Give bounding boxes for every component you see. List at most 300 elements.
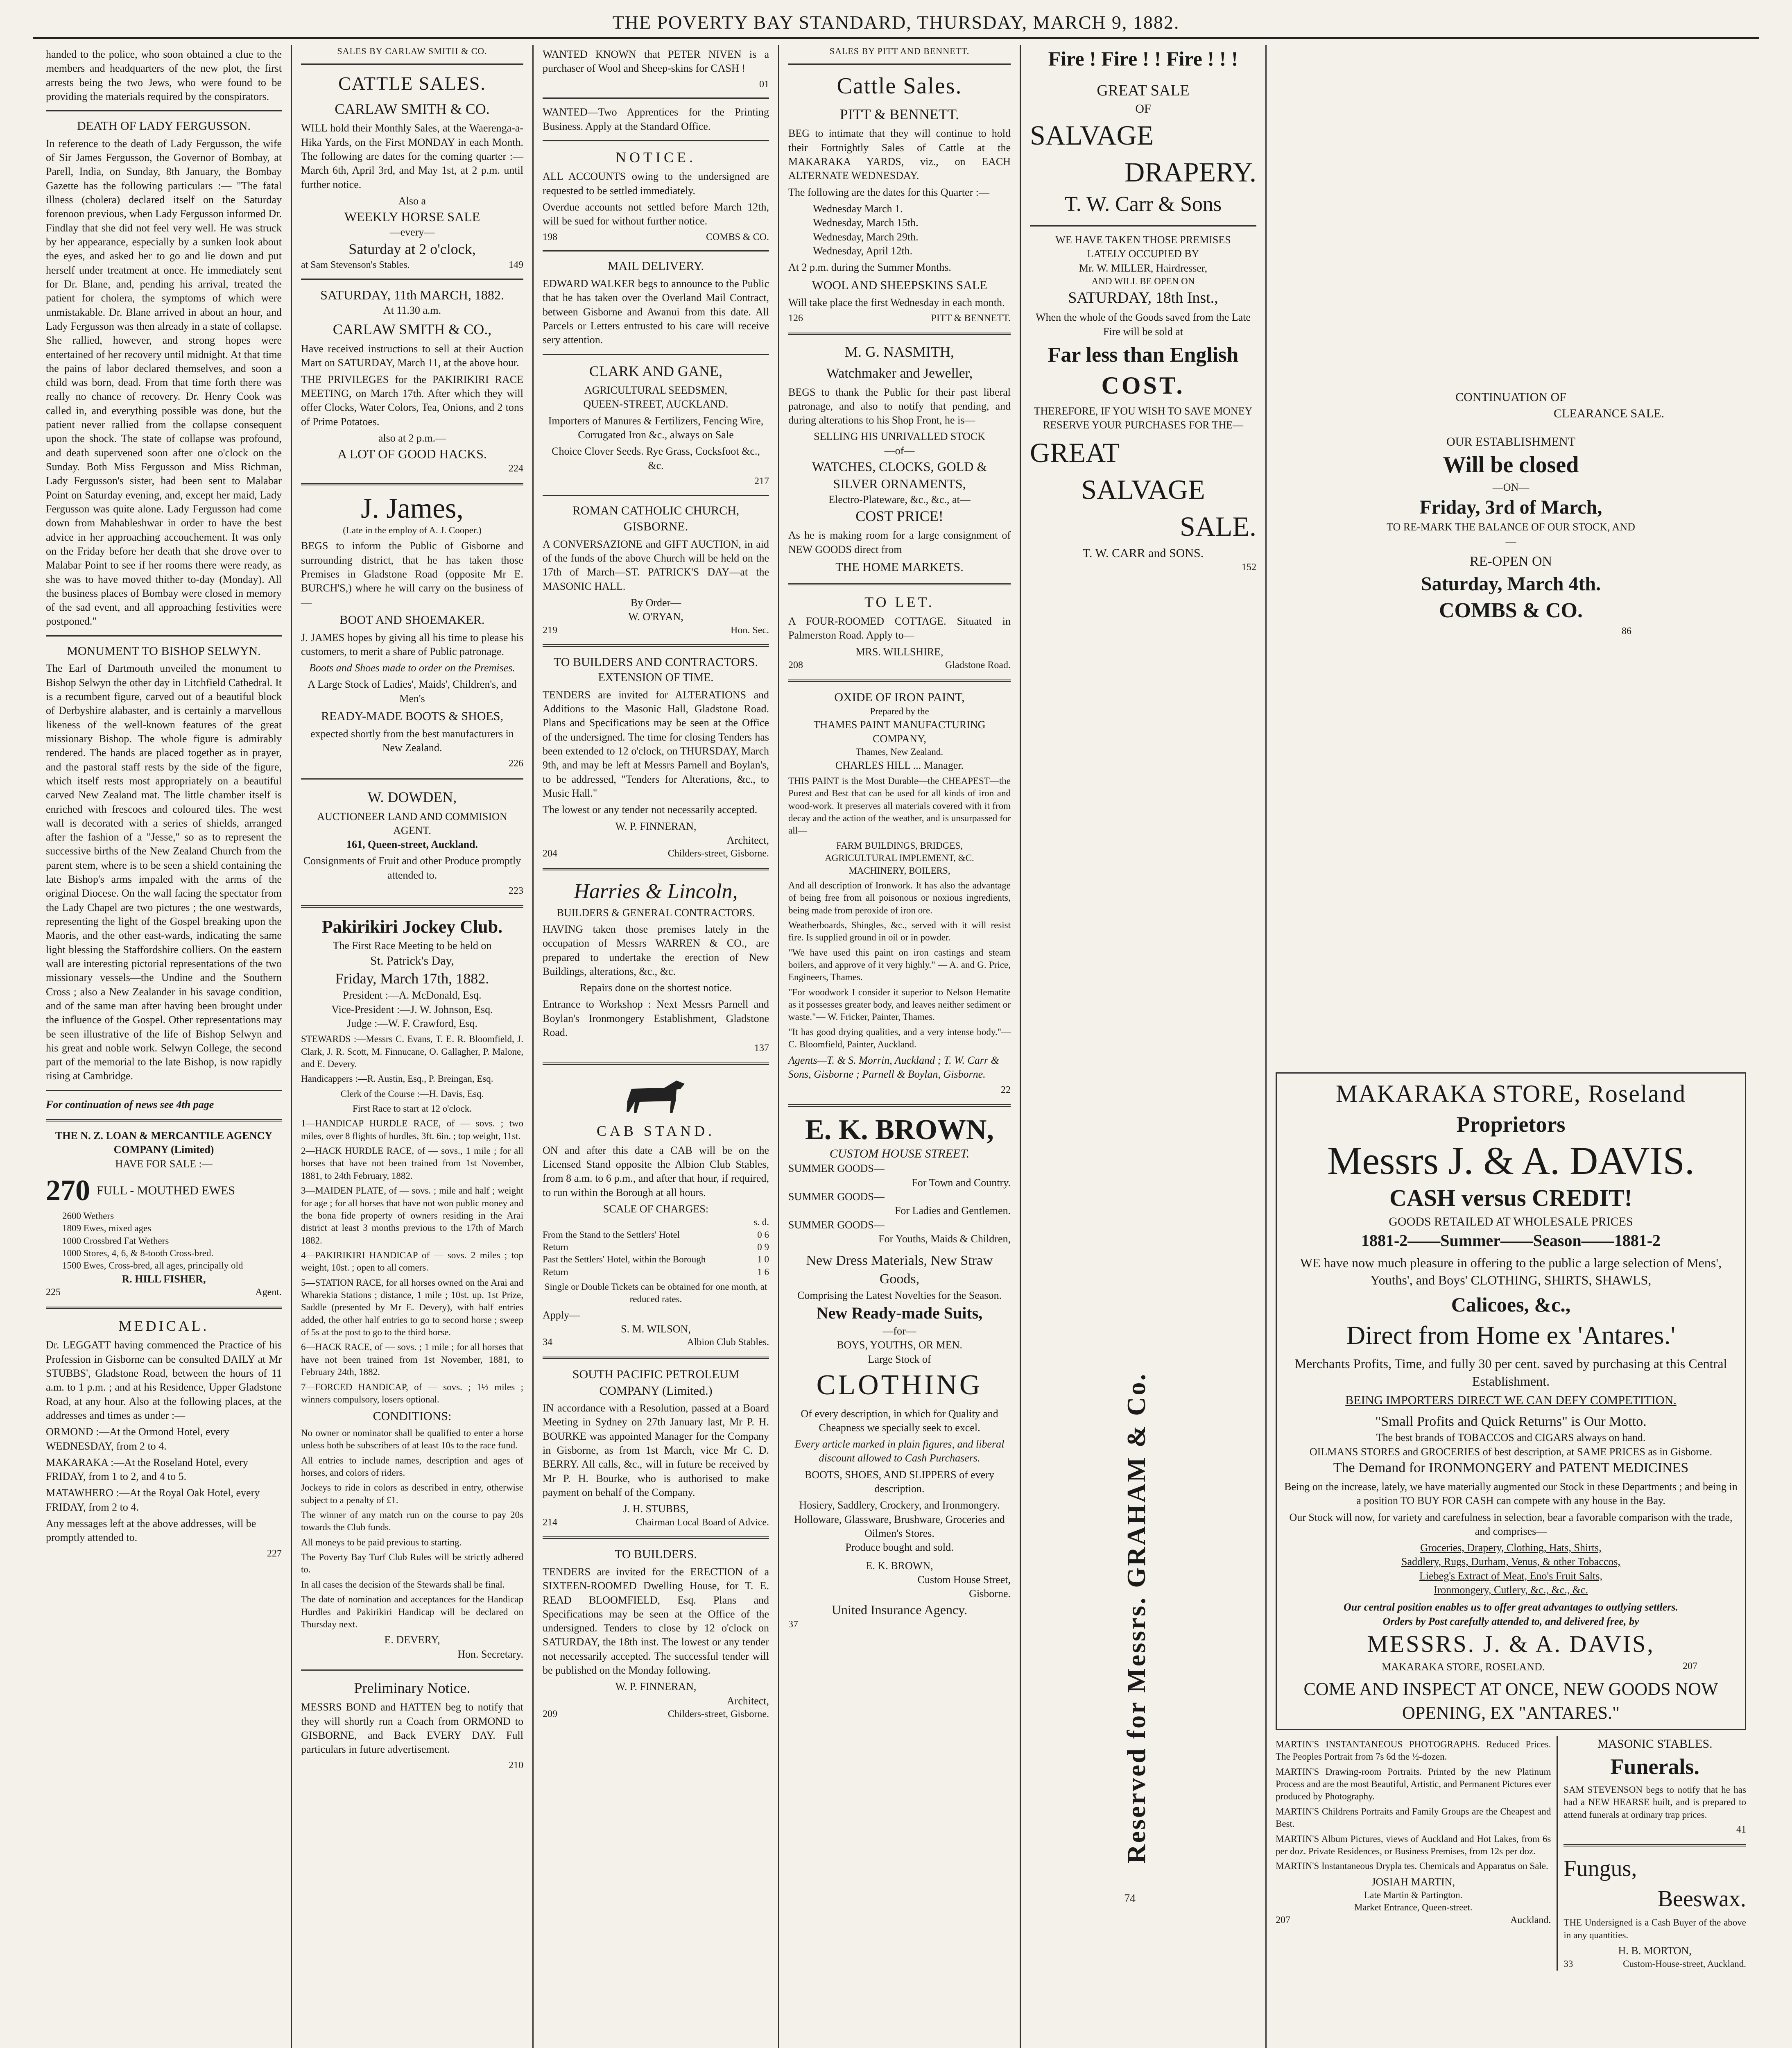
repairs: Repairs done on the shortest notice. <box>579 982 732 994</box>
clark-body: Importers of Manures & Fertilizers, Fencing Wire, Corrugated Iron &c., always on Sale <box>548 415 764 441</box>
condition: The winner of any match run on the course to pay 20s towards the Club funds. <box>301 1510 523 1533</box>
official: President :—A. McDonald, Esq. <box>343 989 482 1001</box>
holloware: Holloware, Glassware, Brushware, Groceries and Oilmen's Stores. <box>794 1513 1005 1539</box>
notice-body: ALL ACCOUNTS owing to the undersigned are requested to be settled immediately. <box>543 170 769 197</box>
divider <box>788 680 1011 682</box>
good-hacks: A LOT OF GOOD HACKS. <box>337 446 487 462</box>
will-be-closed: Will be closed <box>1443 452 1579 478</box>
james-sub: (Late in the employ of A. J. Cooper.) <box>343 525 482 536</box>
cost: COST. <box>1101 372 1185 399</box>
on: —ON— <box>1492 481 1530 493</box>
ad-number: 207 <box>1276 1914 1290 1926</box>
ad-number: 226 <box>509 758 523 769</box>
builders2-title: TO BUILDERS. <box>614 1547 697 1561</box>
store-name: MAKARAKA STORE, ROSELAND. <box>1382 1661 1545 1673</box>
brown-sign: E. K. BROWN, <box>866 1559 933 1572</box>
condition: In all cases the decision of the Stewards shall be final. <box>301 1579 505 1590</box>
carlaw-name-2: CARLAW SMITH & CO., <box>333 321 492 338</box>
ad-number: 214 <box>543 1517 557 1528</box>
nasmith-sub: Watchmaker and Jeweller, <box>826 365 973 381</box>
builders2-body: TENDERS are invited for the ERECTION of a SIXTEEN-ROOMED Dwelling House, for T. E. READ BLOOMFIELD, Esq. Plans and Specifications may be seen at the Office of the undersigned. Tenders to close by 12 o'clock on SATURDAY, the 18th inst. The lowest or any tender not necessarily accepted. The successful tender will be published on the Monday following. <box>543 1565 769 1676</box>
carlaw-body: WILL hold their Monthly Sales, at the Waerenga-a-Hika Yards, on the First MONDAY in each Month. The following are dates for the coming quarter :—March 6th, April 3rd, and May 1st, at 2 p.m. until further notice. <box>301 122 523 190</box>
notice-sign: COMBS & CO. <box>706 231 769 242</box>
charge-label: Past the Settlers' Hotel, within the Borough <box>543 1254 706 1265</box>
beeswax: Beeswax. <box>1657 1886 1746 1912</box>
cost-price: COST PRICE! <box>855 507 944 524</box>
divider <box>788 63 1011 65</box>
martin-late: Late Martin & Partington. <box>1364 1889 1463 1900</box>
fergusson-title: DEATH OF LADY FERGUSSON. <box>77 119 251 133</box>
morton-address: Custom-House-street, Auckland. <box>1623 1959 1746 1969</box>
central: Our central position enables us to offer great advantages to outlying settlers. <box>1343 1601 1679 1613</box>
architect-2: Architect, <box>726 1695 769 1707</box>
divider <box>301 778 523 780</box>
loan-agent: Agent. <box>255 1287 282 1298</box>
makaraka-title: MAKARAKA STORE, Roseland <box>1335 1080 1686 1107</box>
boots-shoes: BOOTS, SHOES, AND SLIPPERS of every description. <box>805 1468 994 1495</box>
continuation-of: CONTINUATION OF <box>1455 390 1566 404</box>
first-race: First Race to start at 12 o'clock. <box>353 1103 472 1114</box>
finneran: W. P. FINNERAN, <box>615 820 697 832</box>
apply: Apply— <box>543 1309 580 1321</box>
finneran-2: W. P. FINNERAN, <box>615 1681 697 1693</box>
column-pitt <box>779 45 1020 2048</box>
divider <box>543 1063 769 1065</box>
condition: All moneys to be paid previous to starting. <box>301 1537 462 1547</box>
reserved-text: Reserved for Messrs. GRAHAM & Co. <box>1122 1372 1151 1864</box>
expected: expected shortly from the best manufacturers in New Zealand. <box>310 727 514 754</box>
stock-item: Groceries, Drapery, Clothing, Hats, Shirts, <box>1420 1542 1602 1554</box>
ad-number: 22 <box>1001 1085 1011 1096</box>
boot-maker: BOOT AND SHOEMAKER. <box>339 613 485 627</box>
ad-number: 224 <box>509 463 523 474</box>
column-combs-davis <box>1267 45 1755 2048</box>
clark-address: QUEEN-STREET, AUCKLAND. <box>583 398 729 410</box>
every-article: Every article marked in plain figures, and liberal discount allowed to Cash Purchasers. <box>794 1438 1005 1464</box>
sat18: SATURDAY, 18th Inst., <box>1068 289 1218 307</box>
combs-title: COMBS & CO. <box>1439 599 1583 623</box>
wool-sign: PITT & BENNETT. <box>931 313 1011 324</box>
fungus-body: THE Undersigned is a Cash Buyer of the above in any quantities. <box>1563 1917 1746 1940</box>
jockey-title: Pakirikiri Jockey Club. <box>321 916 503 937</box>
mail-body: EDWARD WALKER begs to announce to the Public that he has taken over the Overland Mail Contract, between Gisborne and Awanui from this date. All Parcels or Letters entrusted to his care will receive sery attention. <box>543 277 769 346</box>
medical-title: MEDICAL. <box>118 1317 209 1334</box>
tickets: Single or Double Tickets can be obtained for one month, at reduced rates. <box>544 1281 767 1305</box>
sale: SALE. <box>1180 510 1256 542</box>
column-carlaw <box>292 45 532 2048</box>
medical-place: MAKARAKA :—At the Roseland Hotel, every FRIDAY, from 1 to 2, and 4 to 5. <box>46 1456 248 1483</box>
goods-retailed: GOODS RETAILED AT WHOLESALE PRICES <box>1389 1215 1633 1229</box>
davis-title: Messrs J. & A. DAVIS. <box>1327 1138 1695 1183</box>
builders-body-2: The lowest or any tender not necessarily accepted. <box>543 804 758 816</box>
james-title: J. James, <box>361 493 464 525</box>
new-dress: New Dress Materials, New Straw Goods, <box>806 1253 993 1287</box>
for: —for— <box>882 1325 916 1337</box>
loan-item: 2600 Wethers <box>62 1211 114 1221</box>
also-a: Also a <box>398 195 426 207</box>
medical-body: Dr. LEGGATT having commenced the Practice of his Profession in Gisborne can be consulted DAILY at Mr STUBBS', Gladstone Road, between the hours of 11 a.m. to 1 p.m. ; and at his Residence, Upper Gladstone Road, at any hour. Also at the following places, at the addresses and times as under :— <box>46 1339 282 1421</box>
dowden-address: 161, Queen-street, Auckland. <box>346 838 478 851</box>
condition: The date of nomination and acceptances for the Handicap Hurdles and Pakirikiri Handicap will be declared on Thursday next. <box>301 1594 523 1629</box>
divider <box>46 1090 282 1091</box>
ad-number: 74 <box>1124 1892 1136 1905</box>
wool-title: WOOL AND SHEEPSKINS SALE <box>812 278 987 292</box>
summer-goods-for: For Town and Country. <box>912 1176 1011 1189</box>
stubbs: J. H. STUBBS, <box>623 1503 689 1515</box>
masonic-stables: MASONIC STABLES. <box>1597 1737 1713 1751</box>
brown-town: Gisborne. <box>969 1588 1011 1600</box>
loan-item: 1500 Ewes, Cross-bred, all ages, principally old <box>62 1260 243 1271</box>
architect: Architect, <box>726 834 769 846</box>
divider <box>543 354 769 355</box>
martin-item: MARTIN'S Drawing-room Portraits. Printed by the new Platinum Process and are the most Beautiful, Artistic, and Permanent Pictures ever produced by Photography. <box>1276 1766 1551 1802</box>
salvage-2: SALVAGE <box>1081 474 1205 505</box>
charge-value: 0 9 <box>757 1241 769 1252</box>
tolet-title: TO LET. <box>864 594 934 610</box>
ad-number: 126 <box>788 313 803 324</box>
divider <box>543 140 769 141</box>
remark: TO RE-MARK THE BALANCE OF OUR STOCK, AND— <box>1387 521 1635 547</box>
come-inspect: COME AND INSPECT AT ONCE, NEW GOODS NOW OPENING, EX "ANTARES." <box>1303 1679 1718 1723</box>
section-header: SALES BY CARLAW SMITH & CO. <box>337 46 487 56</box>
insurance: United Insurance Agency. <box>831 1602 968 1617</box>
our-establishment: OUR ESTABLISHMENT <box>1446 435 1576 449</box>
open: AND WILL BE OPEN ON <box>1091 276 1195 286</box>
ad-number: 41 <box>1736 1824 1746 1835</box>
handicappers: Handicappers :—R. Austin, Esq., P. Breingan, Esq. <box>301 1074 493 1084</box>
race-entry: 5—STATION RACE, for all horses owned on the Arai and Wharekia Stations ; distance, 1 mile ; 10st. up. 1st Prize, Saddle (presented by Mr E. Devery), with half entries added, the other half entries to go to second horse ; sweep of 5s at the post to go to the third horse. <box>301 1277 523 1338</box>
stables: at Sam Stevenson's Stables. <box>301 260 410 271</box>
boys: BOYS, YOUTHS, OR MEN. <box>837 1339 962 1351</box>
tolet-address: Gladstone Road. <box>945 660 1011 671</box>
pitt-dates-intro: The following are the dates for this Quarter :— <box>788 186 989 198</box>
official: Judge :—W. F. Crawford, Esq. <box>346 1017 478 1029</box>
continuation-note: For continuation of news see 4th page <box>46 1098 214 1110</box>
brown-title: E. K. BROWN, <box>805 1114 994 1146</box>
wool-body: Will take place the first Wednesday in each month. <box>788 297 1005 309</box>
scale-head: s. d. <box>753 1217 769 1228</box>
divider <box>788 1104 1011 1107</box>
testimonial: "It has good drying qualities, and a very intense body."—C. Bloomfield, Painter, Auckland. <box>788 1026 1011 1050</box>
divider <box>543 250 769 251</box>
loan-signature: R. HILL FISHER, <box>122 1273 206 1285</box>
loan-item: 1809 Ewes, mixed ages <box>62 1223 152 1234</box>
stock-item: Ironmongery, Cutlery, &c., &c., &c. <box>1433 1584 1588 1596</box>
dowden-sub: AUCTIONEER LAND AND COMMISION AGENT. <box>317 810 507 836</box>
divider <box>543 1536 769 1539</box>
large-stock: Large Stock of <box>868 1353 931 1365</box>
harries-sub: BUILDERS & GENERAL CONTRACTORS. <box>557 906 755 919</box>
paint-body-3: Weatherboards, Shingles, &c., served with it will resist fire. Is supplied ground in oil or in powder. <box>788 920 1011 943</box>
entrance: Entrance to Workshop : Next Messrs Parnell and Boylan's Ironmongery Establishment, Gladstone Road. <box>543 998 769 1039</box>
reopen: RE-OPEN ON <box>1469 553 1552 569</box>
james-body: BEGS to inform the Public of Gisborne and surrounding district, that he has taken those Premises in Gladstone Road (opposite Mr E. BURCH'S,) where he will carry on the business of— <box>301 540 523 608</box>
when: When the whole of the Goods saved from the Late Fire will be sold at <box>1036 311 1251 338</box>
loan-item: 1000 Stores, 4, 6, & 8-tooth Cross-bred. <box>62 1248 214 1259</box>
martin-sign: JOSIAH MARTIN, <box>1371 1876 1455 1888</box>
oilmans: OILMANS STORES and GROCERIES of best description, at SAME PRICES as in Gisborne. <box>1309 1445 1713 1458</box>
ad-number: 225 <box>46 1287 61 1298</box>
lately: LATELY OCCUPIED BY <box>1087 248 1199 260</box>
wanted-known: WANTED KNOWN that PETER NIVEN is a purchaser of Wool and Sheep-skins for CASH ! <box>543 48 769 75</box>
pitt-date: Wednesday, March 29th. <box>813 231 919 243</box>
conditions-title: CONDITIONS: <box>373 1409 452 1423</box>
church-role: Hon. Sec. <box>731 625 769 636</box>
james-body-2: J. JAMES hopes by giving all his time to please his customers, to merit a share of Public patronage. <box>301 631 523 657</box>
official: Vice-President :—J. W. Johnson, Esq. <box>331 1003 493 1015</box>
cattle-sales-title: CATTLE SALES. <box>338 73 486 94</box>
profits: Merchants Profits, Time, and fully 30 per cent. saved by purchasing at this Central Establishment. <box>1294 1356 1727 1389</box>
church-order: By Order— <box>630 597 681 609</box>
pitt-time: At 2 p.m. during the Summer Months. <box>788 261 951 274</box>
charge-value: 0 6 <box>757 1229 769 1240</box>
privileges: THE PRIVILEGES for the PAKIRIKIRI RACE MEETING, on March 17th. After which they will offer Clocks, Water Colors, Tea, Onions, and 2 tons of Prime Potatoes. <box>301 373 523 428</box>
loan-title: THE N. Z. LOAN & MERCANTILE AGENCY COMPANY (Limited) <box>55 1130 273 1156</box>
cash-credit: CASH versus CREDIT! <box>1389 1184 1632 1211</box>
extension: EXTENSION OF TIME. <box>598 671 714 684</box>
ad-number: 210 <box>509 1760 523 1771</box>
clark-body-2: Choice Clover Seeds. Rye Grass, Cocksfoot &c., &c. <box>552 445 760 471</box>
race-entry: 4—PAKIRIKIRI HANDICAP of — sovs. 2 miles ; top weight, 10st. ; open to all comers. <box>301 1250 523 1273</box>
watches: WATCHES, CLOCKS, GOLD & SILVER ORNAMENTS, <box>812 459 987 492</box>
of: OF <box>1135 102 1151 116</box>
pitt-date: Wednesday, March 15th. <box>813 217 919 229</box>
nasmith-body: BEGS to thank the Public for their past liberal patronage, and also to notify that pending, and during alterations to his Shop Front, he is— <box>788 386 1011 426</box>
weekly-horse-sale: WEEKLY HORSE SALE <box>344 209 480 224</box>
carlaw-name: CARLAW SMITH & CO. <box>335 100 490 117</box>
stock-item: Saddlery, Rugs, Durham, Venus, & other Tobaccos, <box>1401 1556 1620 1568</box>
reopen-date: Saturday, March 4th. <box>1421 573 1601 595</box>
st-patricks-day: St. Patrick's Day, <box>370 954 455 968</box>
hosiery: Hosiery, Saddlery, Crockery, and Ironmongery. <box>799 1499 1000 1511</box>
clark-title: CLARK AND GANE, <box>589 362 722 379</box>
divider <box>46 635 282 637</box>
large-stock: A Large Stock of Ladies', Maids', Children's, and Men's <box>308 678 517 705</box>
pitt-title: PITT & BENNETT. <box>839 106 959 122</box>
clearance-sale: CLEARANCE SALE. <box>1554 406 1664 420</box>
ad-number: 152 <box>1242 562 1256 573</box>
loan-ewes: FULL - MOUTHED EWES <box>97 1183 235 1197</box>
summer-goods: SUMMER GOODS— <box>788 1219 885 1231</box>
carlaw-body-2: Have received instructions to sell at their Auction Mart on SATURDAY, March 11, at the above hour. <box>301 342 523 369</box>
making-room: As he is making room for a large consignment of NEW GOODS direct from <box>788 529 1011 555</box>
reserved-space <box>1110 1004 1163 2048</box>
church-sign: W. O'RYAN, <box>628 611 683 623</box>
scale-title: SCALE OF CHARGES: <box>603 1203 709 1215</box>
selwyn-title: MONUMENT TO BISHOP SELWYN. <box>67 644 261 658</box>
divider <box>1030 225 1256 227</box>
race-entry: 3—MAIDEN PLATE, of — sovs. ; mile and half ; weight for age ; for all horses that have not won public money and the bona fide property of owners residing in the Arai district at least 3 months previous to the 17th of March 1882. <box>301 1185 523 1246</box>
medical-place: MATAWHERO :—At the Royal Oak Hotel, every FRIDAY, from 2 to 4. <box>46 1487 260 1513</box>
divider <box>1563 1844 1746 1846</box>
boots-order: Boots and Shoes made to order on the Premises. <box>309 662 515 674</box>
divider <box>788 583 1011 585</box>
charge-label: Return <box>543 1266 568 1277</box>
notice-title: NOTICE. <box>615 149 696 165</box>
brown-sub: CUSTOM HOUSE STREET. <box>829 1146 970 1160</box>
salvage: SALVAGE <box>1030 119 1154 151</box>
of: —of— <box>884 444 915 457</box>
funerals-body: SAM STEVENSON begs to notify that he has had a NEW HEARSE built, and is prepared to attend funerals at ordinary trap prices. <box>1563 1784 1746 1820</box>
ad-number: 223 <box>509 886 523 897</box>
cattle-sales-title: Cattle Sales. <box>837 73 962 99</box>
ad-number: 204 <box>543 848 557 859</box>
loan-sale: HAVE FOR SALE :— <box>115 1158 213 1170</box>
wilson: S. M. WILSON, <box>621 1323 691 1335</box>
clark-sub: AGRICULTURAL SEEDSMEN, <box>584 384 728 396</box>
ad-number: 207 <box>1683 1661 1697 1672</box>
childers: Childers-street, Gisborne. <box>667 848 769 859</box>
divider <box>301 63 523 65</box>
divider <box>301 1669 523 1671</box>
church-body: A CONVERSAZIONE and GIFT AUCTION, in aid of the funds of the above Church will be held on the 17th of March—ST. PATRICK'S DAY—at the MASONIC HALL. <box>543 538 769 592</box>
divider <box>543 97 769 99</box>
fungus: Fungus, <box>1563 1855 1637 1881</box>
ad-number: 208 <box>788 660 803 671</box>
closed-date: Friday, 3rd of March, <box>1419 496 1602 518</box>
carr-title: T. W. Carr & Sons <box>1064 193 1222 216</box>
thames: Thames, New Zealand. <box>855 747 944 757</box>
clerk: Clerk of the Course :—H. Davis, Esq. <box>340 1088 484 1099</box>
morton: H. B. MORTON, <box>1618 1945 1692 1957</box>
medical-place: ORMOND :—At the Ormond Hotel, every WEDNESDAY, from 2 to 4. <box>46 1426 229 1452</box>
ad-number: 37 <box>788 1619 798 1630</box>
divider <box>46 1119 282 1121</box>
horse-icon <box>615 1072 697 1117</box>
albion-stables: Albion Club Stables. <box>687 1337 769 1348</box>
column-carr <box>1021 45 1265 1028</box>
ready-made-suits: New Ready-made Suits, <box>816 1304 983 1323</box>
divider <box>46 1307 282 1309</box>
divider <box>301 483 523 485</box>
race-entry: 1—HANDICAP HURDLE RACE, of — sovs. ; two miles, over 8 flights of hurdles, 3ft. 6in. ; top weight, 11st. <box>301 1118 523 1141</box>
orders: Orders by Post carefully attended to, and delivered free, by <box>1382 1615 1639 1627</box>
charge-label: Return <box>543 1241 568 1252</box>
importers: BEING IMPORTERS DIRECT WE CAN DEFY COMPETITION. <box>1345 1393 1677 1407</box>
dowden-title: W. DOWDEN, <box>367 789 457 805</box>
martin-city: Auckland. <box>1510 1914 1551 1926</box>
charge-label: From the Stand to the Settlers' Hotel <box>543 1229 680 1240</box>
condition: All entries to include names, description and ages of horses, and colors of riders. <box>301 1455 523 1478</box>
far-less: Far less than English <box>1048 343 1239 367</box>
paint-body-2: And all description of Ironwork. It has also the advantage of being free from all poisonous or noxious ingredients, being made from peroxide of iron ore. <box>788 880 1011 915</box>
stock-now: Our Stock will now, for variety and carefulness in selection, bear a favorable comparison with the trade, and comprises— <box>1289 1511 1733 1537</box>
taken: WE HAVE TAKEN THOSE PREMISES <box>1055 233 1231 246</box>
demand: The Demand for IRONMONGERY and PATENT MEDICINES <box>1333 1460 1689 1475</box>
childers-2: Childers-street, Gisborne. <box>667 1709 769 1720</box>
medical-footer: Any messages left at the above addresses, will be promptly attended to. <box>46 1518 256 1544</box>
ad-number: 137 <box>754 1043 769 1054</box>
home-markets: THE HOME MARKETS. <box>835 560 964 574</box>
selling: SELLING HIS UNRIVALLED STOCK <box>814 430 985 443</box>
stock-item: Liebeg's Extract of Meat, Eno's Fruit Salts, <box>1419 1570 1602 1582</box>
calicoes: Calicoes, &c., <box>1451 1293 1571 1316</box>
electro: Electro-Plateware, &c., &c., at— <box>828 493 971 505</box>
ready-made: READY-MADE BOOTS & SHOES, <box>321 709 504 723</box>
saturday-time: Saturday at 2 o'clock, <box>348 240 476 257</box>
increase: Being on the increase, lately, we have materially augmented our Stock in these Departments ; and being in a position TO BUY FOR CASH can compete with any house in the Bay. <box>1284 1480 1738 1507</box>
brown-address: Custom House Street, <box>917 1573 1011 1586</box>
great-sale: GREAT SALE <box>1097 82 1190 99</box>
charge-value: 1 0 <box>757 1254 769 1265</box>
summer-goods: SUMMER GOODS— <box>788 1162 885 1175</box>
oxide-title: OXIDE OF IRON PAINT, <box>834 690 965 704</box>
harries-body: HAVING taken those premises lately in the occupation of Messrs WARREN & CO., are prepared to undertake the erection of New Buildings, alterations, &c., &c. <box>543 923 769 977</box>
cab-title: CAB STAND. <box>596 1123 715 1140</box>
devery: E. DEVERY, <box>384 1634 440 1646</box>
miller: Mr. W. MILLER, Hairdresser, <box>1079 262 1208 274</box>
paint-use: MACHINERY, BOILERS, <box>848 865 950 876</box>
thames-company: THAMES PAINT MANUFACTURING COMPANY, <box>813 718 986 745</box>
motto: "Small Profits and Quick Returns" is Our Motto. <box>1375 1414 1647 1429</box>
makaraka-store-ad <box>1276 1072 1746 1731</box>
mail-title: MAIL DELIVERY. <box>608 259 704 273</box>
great: GREAT <box>1030 437 1120 469</box>
fergusson-body: In reference to the death of Lady Fergusson, the wife of Sir James Fergusson, the Governor of Bombay, at Parell, India, on Sunday, 8th January, the Bombay Gazette has the following particulars :— "The fatal illness (cholera) declared itself on the Saturday forenoon previous, when Lady Fergusson informed Dr. Findlay that she did not feel very well. He was struck by her appearance, especially by a sunken look about the eyes, and asked her to go and lie down and put herself under treatment at once. He immediately sent for Dr. Blane, and, pending his arrival, treated the patient for cholera, the symptoms of which were unmistakable. Dr. Blane arrived in about an hour, and Lady Fergusson was then already in a state of collapse. She rallied, however, and strong hopes were entertained of her recovery until midnight. At that time the pains of labor declared themselves, and soon a child was born, dead. From that time forth there was really no chance of recovery. Dr. Henry Cook was called in, and everything possible was done, but the patient never rallied from the collapse consequent upon the shock. The state of collapse was profound, and death supervened soon after one o'clock on the Sunday. Both Miss Fergusson and Miss Richman, Lady Fergusson's sister, had been sent to Malabar Point on Saturday evening, and, except her maid, Lady Fergusson was quite alone. Lady Fergusson had come down from Mahableshwar in order to have the best advice in her approaching accouchement. It was only on the Friday before her death that she drove over to Malabar Point to see if her rooms there were ready, as she was to have moved thither to-day (Monday). All the business places of Bombay were closed in memory of the sad event, and all approaching festivities were postponed." <box>46 137 282 628</box>
summer-goods: SUMMER GOODS— <box>788 1191 885 1203</box>
drapery: DRAPERY. <box>1125 156 1256 188</box>
summer-goods-for: For Youths, Maids & Children, <box>878 1233 1011 1245</box>
fire-title: Fire ! Fire ! ! Fire ! ! ! <box>1048 47 1238 70</box>
martin-item: MARTIN'S Instantaneous Drypla tes. Chemicals and Apparatus on Sale. <box>1276 1861 1548 1871</box>
masthead: THE POVERTY BAY STANDARD, THURSDAY, MARCH 9, 1882. <box>33 8 1759 39</box>
condition: No owner or nominator shall be qualified to enter a horse unless both be subscribers of at least 10s to the race fund. <box>301 1427 523 1451</box>
funerals: Funerals. <box>1610 1754 1699 1779</box>
testimonial: "For woodwork I consider it superior to Nelson Hematite as it possesses greater body, and leaves neither sediment or waste."— W. Fricker, Painter, Thames. <box>788 987 1011 1022</box>
condition: The Poverty Bay Turf Club Rules will be strictly adhered to. <box>301 1552 523 1575</box>
manager: CHARLES HILL ... Manager. <box>835 759 964 771</box>
ad-number: 86 <box>1622 625 1631 637</box>
divider <box>543 644 769 647</box>
condition: Jockeys to ride in colors as described in entry, otherwise subject to a penalty of £1. <box>301 1482 523 1505</box>
column-notices <box>534 45 778 2048</box>
dowden-body: Consignments of Fruit and other Produce promptly attended to. <box>303 855 521 881</box>
ad-number: 34 <box>543 1337 552 1348</box>
builders-title: TO BUILDERS AND CONTRACTORS. <box>554 655 758 669</box>
stables-fungus-ads <box>1558 1736 1746 1971</box>
martin-item: MARTIN'S Album Pictures, views of Auckland and Hot Lakes, from 6s per doz. Private Residences, or Business Premises, from 12s per doz. <box>1276 1833 1551 1856</box>
paint-use: AGRICULTURAL IMPLEMENT, &C. <box>825 853 974 863</box>
sale-time: At 11.30 a.m. <box>383 304 441 317</box>
martin-address: Market Entrance, Queen-street. <box>1354 1902 1473 1913</box>
paint-body: THIS PAINT is the Most Durable—the CHEAPEST—the Purest and Best that can be used for all kinds of iron and wood-work. It preserves all materials covered with it from decay and the action of the weather, and is unsurpassed for all— <box>788 776 1011 836</box>
devery-role: Hon. Secretary. <box>457 1648 523 1660</box>
martin-item: MARTIN'S INSTANTANEOUS PHOTOGRAPHS. Reduced Prices. The Peoples Portrait from 7s 6d the ½-dozen. <box>1276 1739 1551 1762</box>
martin-item: MARTIN'S Childrens Portraits and Family Groups are the Cheapest and Best. <box>1276 1806 1551 1829</box>
ad-number: 217 <box>754 476 769 487</box>
divider <box>301 279 523 280</box>
clothing-body: Of every description, in which for Quality and Cheapness we specially seek to excel. <box>801 1407 998 1434</box>
section-header: SALES BY PITT AND BENNETT. <box>829 46 970 56</box>
ad-number: 01 <box>759 79 769 90</box>
church-title: ROMAN CATHOLIC CHURCH, GISBORNE. <box>572 503 740 534</box>
police-text: handed to the police, who soon obtained a clue to the members and headquarters of the new plot, the first arrests being the two Jews, who were found to be providing the materials required by the conspirators. <box>46 48 282 102</box>
divider <box>46 110 282 111</box>
comprising: Comprising the Latest Novelties for the Season. <box>797 1289 1002 1302</box>
ad-number: 227 <box>267 1548 282 1559</box>
pitt-date: Wednesday March 1. <box>813 203 903 215</box>
selwyn-body: The Earl of Dartmouth unveiled the monument to Bishop Selwyn the other day in Litchfield Cathedral. It is a recumbent figure, carved out of a beautiful block of Derbyshire alabaster, and is certainly a marvellous likeness of the well-known features of the great missionary Bishop. The whole figure is admirably rendered. The hands are placed together as in prayer, and the pastoral staff rests by the side of the figure, which itself rests most appropriately on a beautiful carved New Zealand mat. The little chamber itself is enriched with frescoes and coloured tiles. The west wall is decorated with a series of shields, arranged after the fashion of a "Jesse," so as to represent the successive births of the New Zealand Church from the parent stem, where is to be seen a shield containing the late Bishop's arms impaled with the arms of the original Diocese. On the wall facing the spectator from the Lady Chapel are two pictures ; the one westwards, representing the light of the Gospel breaking upon the Maoris, and the other east-wards, indicating the same light blessing the Staffordshire colliers. On the eastern wall are interesting pictorial representations of the two missionary vessels—the Undine and the Southern Cross ; also a New Zealander in his savage condition, and of the same man after having been brought under the influence of the Gospel. Other representations may be seen illustrative of the life of Bishop Selwyn and his great and noble work. Selwyn College, the second part of the memorial to the late Bishop, is now rapidly rising at Cambridge. <box>46 662 282 1082</box>
ad-number: 33 <box>1563 1959 1573 1969</box>
clothing: CLOTHING <box>816 1369 983 1401</box>
direct-from-home: Direct from Home ex 'Antares.' <box>1346 1320 1676 1350</box>
proprietors: Proprietors <box>1456 1112 1566 1137</box>
race-entry: 6—HACK RACE, of — sovs. ; 1 mile ; for all horses that have not been trained from 1st November, 1881, to February 24th, 1882. <box>301 1342 523 1377</box>
therefore: THEREFORE, IF YOU WISH TO SAVE MONEY RESERVE YOUR PURCHASES FOR THE— <box>1034 405 1253 431</box>
stewards: STEWARDS :—Messrs C. Evans, T. E. R. Bloomfield, J. Clark, J. R. Scott, M. Finnucane, O. Gallagher, P. Malone, and E. Devery. <box>301 1034 523 1069</box>
ad-number: 219 <box>543 625 557 636</box>
carr-sons: T. W. CARR and SONS. <box>1082 546 1204 560</box>
